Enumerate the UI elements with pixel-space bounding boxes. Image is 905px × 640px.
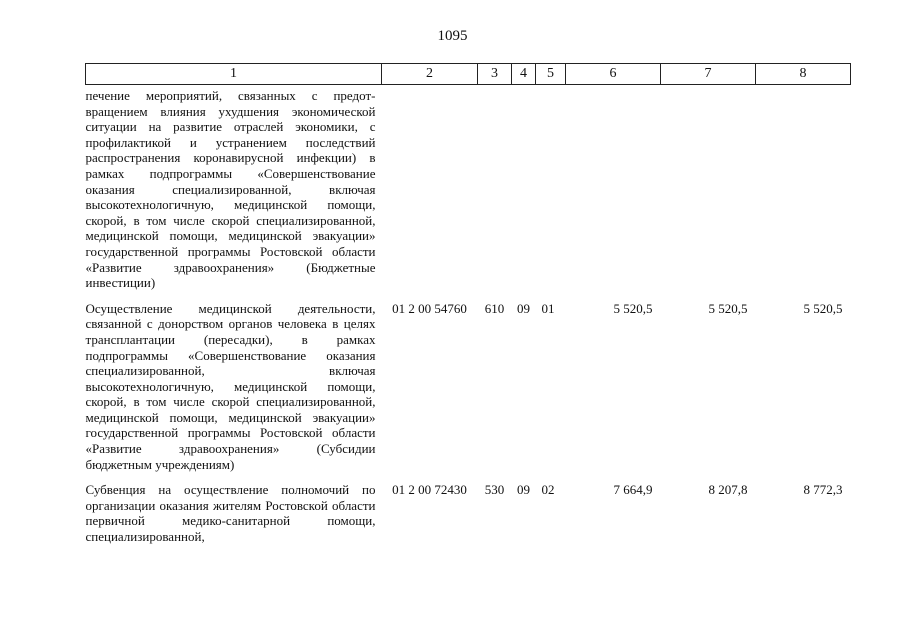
row-value-col7: 5 520,5 [708, 300, 748, 316]
row-subsection [536, 85, 566, 291]
header-col-2: 2 [382, 64, 478, 85]
table-row [86, 85, 851, 291]
row-value-col8 [756, 85, 851, 291]
header-row [86, 64, 851, 85]
row-description: печение мероприятий, связанных с предотвращением влияния ухудшения экономической ситуации на развитие отраслей экономики, с профилактикой и устранением последствий распространения коронавирусной инфекции) в рамках подпрограммы «Совершенствование оказания специализированной, включая высокотехнологичную, медицинской помощи, скорой, в том числе скорой специализированной, медицинской помощи, медицинской эвакуации» государственной программы Ростовской области «Развитие здравоохранения» (Бюджетные инвестиции) [85, 88, 376, 291]
row-target-code [382, 85, 478, 291]
header-col-5: 5 [536, 64, 566, 85]
row-value-col8: 8 772,3 [803, 482, 843, 498]
row-value-col8: 5 520,5 [803, 300, 843, 316]
header-col-3: 3 [478, 64, 512, 85]
header-col-8: 8 [756, 64, 851, 85]
budget-table [85, 63, 851, 548]
table-row [86, 472, 851, 548]
row-value-col7: 8 207,8 [708, 482, 748, 498]
header-col-6: 6 [566, 64, 661, 85]
row-target-code: 01 2 00 54760 [392, 300, 467, 316]
row-value-col6 [566, 85, 661, 291]
row-value-col6: 7 664,9 [613, 482, 653, 498]
row-value-col6: 5 520,5 [613, 300, 653, 316]
row-subsection: 02 [541, 482, 555, 498]
row-value-col7 [661, 85, 756, 291]
row-section: 09 [517, 482, 530, 498]
row-description: Субвенция на осуществление полномочий по организации оказания жителям Ростовской области первичной медико-санитарной помощи, специализированной, [85, 482, 376, 545]
row-subsection: 01 [541, 300, 555, 316]
row-expense-type [478, 85, 512, 291]
row-description: Осуществление медицинской деятельности, связанной с донорством органов человека в целях трансплантации (пересадки), в рамках подпрограммы «Совершенствование оказания специализированной, включая высокотехнологичную, медицинской помощи, скорой, в том числе скорой специализированной, медицинской помощи, медицинской эвакуации» государственной программы Ростовской области «Развитие здравоохранения» (Субсидии бюджетным учреждениям) [85, 300, 376, 472]
page-number: 1095 [437, 28, 468, 44]
header-col-7: 7 [661, 64, 756, 85]
header-col-1: 1 [86, 64, 382, 85]
header-col-4: 4 [512, 64, 536, 85]
row-expense-type: 610 [484, 300, 505, 316]
row-section [512, 85, 536, 291]
row-description-cell [86, 472, 382, 548]
row-target-code: 01 2 00 72430 [392, 482, 467, 498]
row-expense-type: 530 [484, 482, 505, 498]
row-section: 09 [517, 300, 530, 316]
table-row [86, 291, 851, 473]
